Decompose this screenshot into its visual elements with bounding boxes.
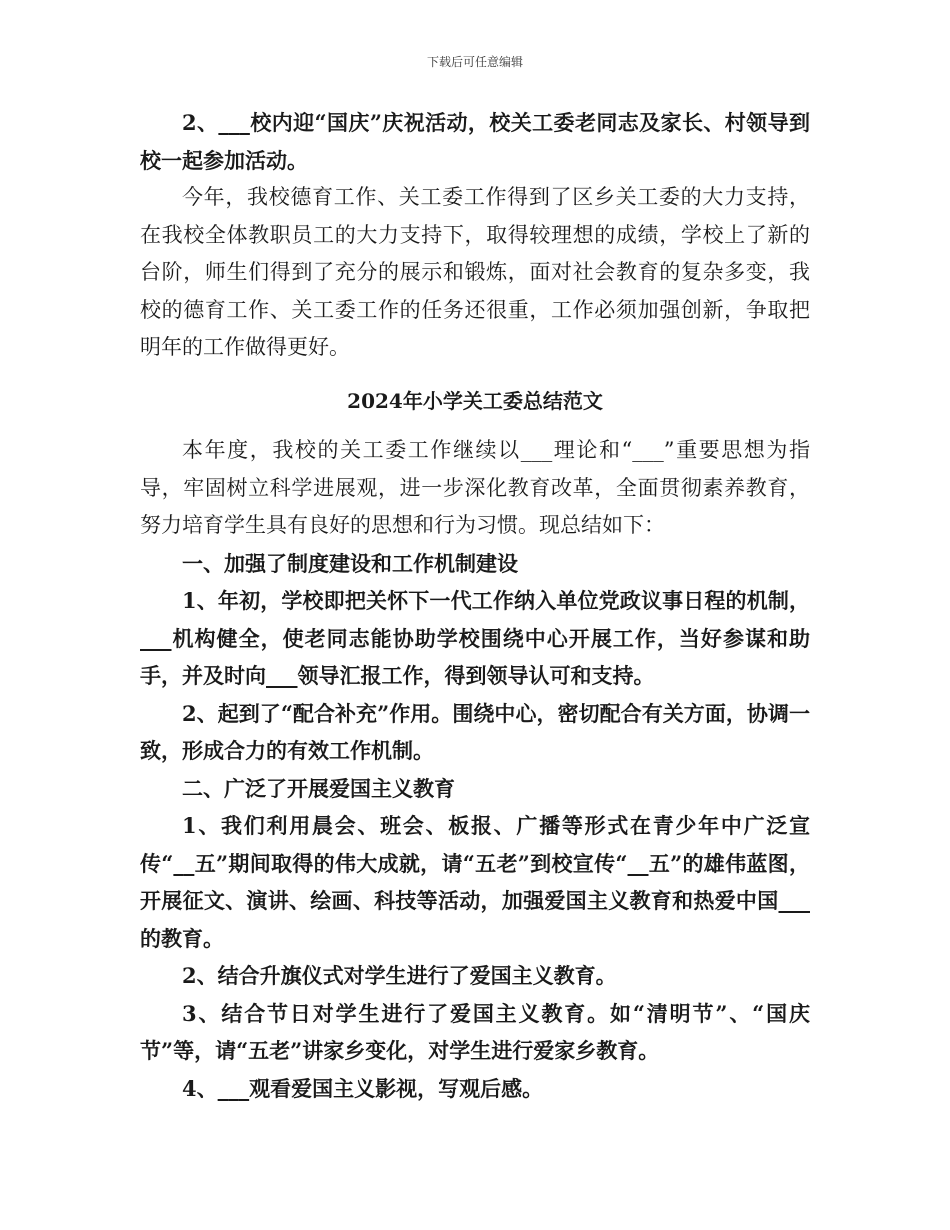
section-heading-2: 二、广泛了开展爱国主义教育: [182, 775, 455, 801]
paragraph-intro: 本年度，我校的关工委工作继续以___理论和“___”重要思想为指导，牢固树立科学进展观，进一步深化教育改革，全面贯彻素养教育，努力培育学生具有良好的思想和行为习惯。现总结如下：: [140, 438, 810, 537]
paragraph-part2-item-2: 2、结合升旗仪式对学生进行了爱国主义教育。: [182, 963, 617, 988]
page-header: 下载后可任意编辑: [426, 55, 523, 69]
document-title: 2024年小学关工委总结范文: [347, 388, 603, 413]
paragraph-item-2: 2、___校内迎“国庆”庆祝活动，校关工委老同志及家长、村领导到校一起参加活动。: [140, 110, 810, 173]
paragraph-part1-item-1: 1、年初，学校即把关怀下一代工作纳入单位党政议事日程的机制，___机构健全，使老同志能协助学校围绕中心开展工作，当好参谋和助手，并及时向___领导汇报工作，得到领导认可和支持。: [140, 588, 810, 688]
section-heading-1: 一、加强了制度建设和工作机制建设: [182, 550, 518, 576]
paragraph-part1-item-2: 2、起到了“配合补充”作用。围绕中心，密切配合有关方面，协调一致，形成合力的有效工作机制。: [140, 700, 810, 763]
paragraph-part2-item-1: 1、我们利用晨会、班会、板报、广播等形式在青少年中广泛宣传“__五”期间取得的伟大成就，请“五老”到校宣传“__五”的雄伟蓝图，开展征文、演讲、绘画、科技等活动，加强爱国主义教育和热爱中国___的教育。: [140, 813, 810, 951]
document-body: [140, 104, 810, 1107]
paragraph-part2-item-4: 4、___观看爱国主义影视，写观后感。: [182, 1075, 544, 1101]
paragraph-part2-item-3: 3、结合节日对学生进行了爱国主义教育。如“清明节”、“国庆节”等，请“五老”讲家乡变化，对学生进行爱家乡教育。: [140, 1000, 810, 1063]
paragraph-conclusion: 今年，我校德育工作、关工委工作得到了区乡关工委的大力支持，在我校全体教职员工的大力支持下，取得较理想的成绩，学校上了新的台阶，师生们得到了充分的展示和锻炼，面对社会教育的复杂多变，我校的德育工作、关工委工作的任务还很重，工作必须加强创新，争取把明年的工作做得更好。: [140, 185, 810, 359]
